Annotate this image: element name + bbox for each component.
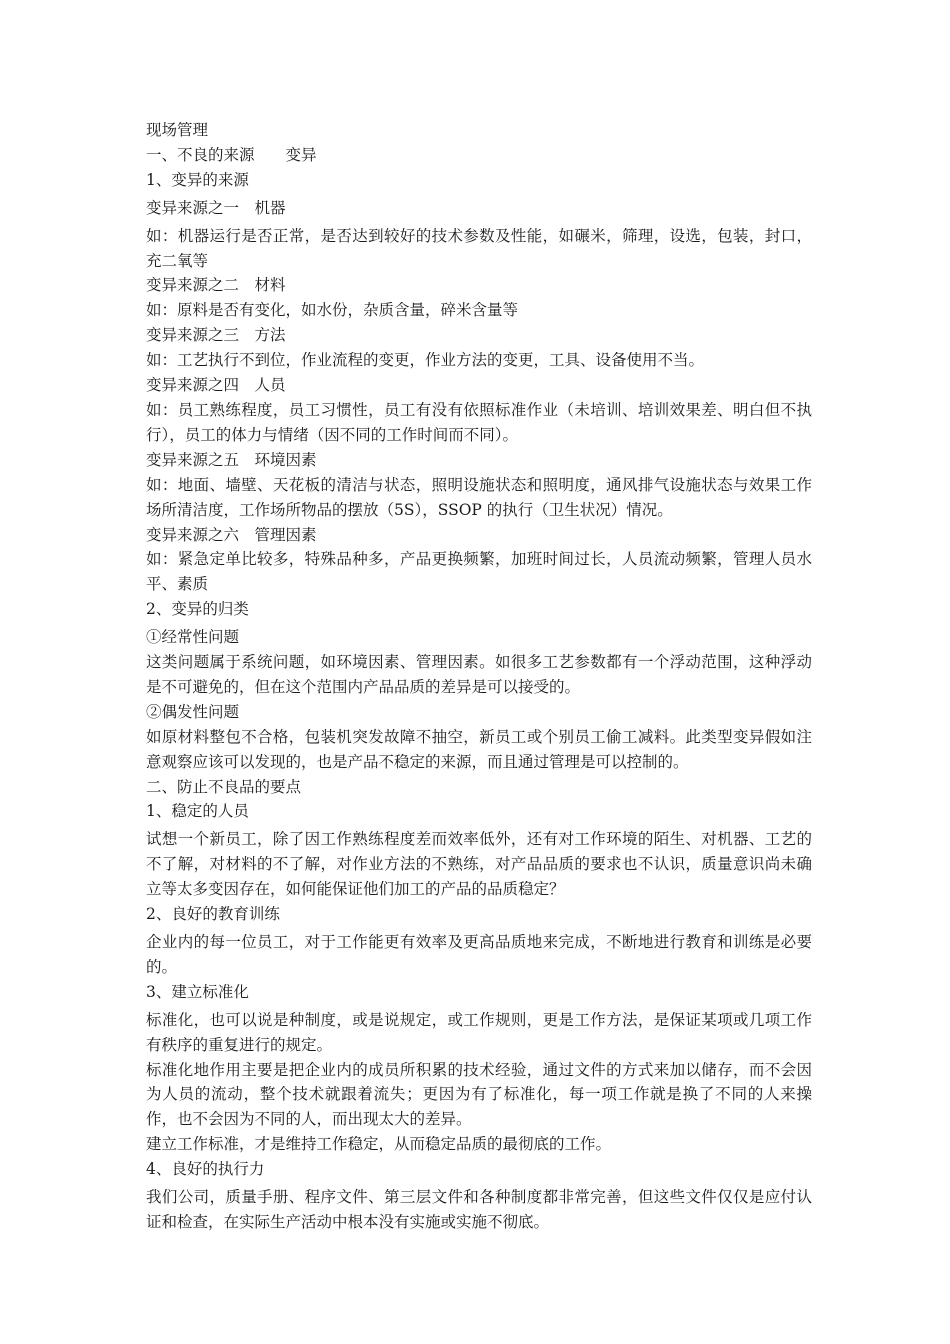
heading-2-1: 1、稳定的人员 (146, 802, 249, 821)
source-text-method: 如：工艺执行不到位，作业流程的变更，作业方法的变更，工具、设备使用不当。 (146, 351, 705, 370)
text-2-3-b: 标准化地作用主要是把企业内的成员所积累的技术经验，通过文件的方式来加以储存，而不会因为人员的流动，整个技术就跟着流失；更因为有了标准化，每一项工作就是换了不同的人来操作，也不会因为不同的人，而出现太大的差异。 (146, 1060, 812, 1129)
heading-1-1: 1、变异的来源 (146, 170, 249, 189)
heading-2: 二、防止不良品的要点 (146, 777, 302, 796)
source-heading-environment: 变异来源之五 环境因素 (146, 450, 317, 469)
source-text-environment: 如：地面、墙壁、天花板的清洁与状态，照明设施状态和照明度，通风排气设施状态与效果工作场所清洁度，工作场所物品的摆放（5S），SSOP 的执行（卫生状况）情况。 (146, 475, 812, 519)
source-heading-management: 变异来源之六 管理因素 (146, 525, 317, 544)
source-heading-personnel: 变异来源之四 人员 (146, 376, 286, 395)
heading-2-2: 2、良好的教育训练 (146, 905, 280, 924)
text-regular-problem: 这类问题属于系统问题，如环境因素、管理因素。如很多工艺参数都有一个浮动范围，这种浮动是不可避免的，但在这个范围内产品品质的差异是可以接受的。 (146, 653, 812, 696)
text-occasional-problem: 如原材料整包不合格，包装机突发故障不抽空，新员工或个别员工偷工减料。此类型变异假如注意观察应该可以发现的，也是产品不稳定的来源，而且通过管理是可以控制的。 (146, 727, 812, 771)
heading-1-2: 2、变异的归类 (146, 600, 249, 619)
document-page (146, 118, 812, 1235)
text-2-4: 我们公司，质量手册、程序文件、第三层文件和各种制度都非常完善，但这些文件仅仅是应付认证和检查，在实际生产活动中根本没有实施或实施不彻底。 (146, 1188, 812, 1231)
source-text-management: 如：紧急定单比较多，特殊品种多，产品更换频繁，加班时间过长，人员流动频繁，管理人员水平、素质 (146, 550, 812, 594)
source-heading-method: 变异来源之三 方法 (146, 326, 286, 345)
source-text-personnel: 如：员工熟练程度，员工习惯性，员工有没有依照标准作业（未培训、培训效果差、明白但不执行），员工的体力与情绪（因不同的工作时间而不同）。 (146, 400, 812, 444)
text-2-1: 试想一个新员工，除了因工作熟练程度差而效率低外，还有对工作环境的陌生、对机器、工艺的不了解，对材料的不了解，对作业方法的不熟练，对产品品质的要求也不认识，质量意识尚未确立等太多变因存在，如何能保证他们加工的产品的品质稳定？ (146, 830, 812, 899)
text-2-3-a: 标准化，也可以说是种制度，或是说规定，或工作规则，更是工作方法，是保证某项或几项工作有秩序的重复进行的规定。 (146, 1010, 812, 1054)
heading-2-3: 3、建立标准化 (146, 982, 249, 1001)
source-heading-material: 变异来源之二 材料 (146, 276, 286, 295)
heading-2-4: 4、良好的执行力 (146, 1160, 265, 1179)
source-text-machine: 如：机器运行是否正常，是否达到较好的技术参数及性能，如碾米，筛理，设选，包装，封口，充二氧等 (146, 226, 812, 270)
document-title: 现场管理 (146, 121, 209, 139)
text-2-3-c: 建立工作标准，才是维持工作稳定，从而稳定品质的最彻底的工作。 (146, 1135, 612, 1154)
subheading-regular-problem: ①经常性问题 (146, 628, 240, 647)
source-text-material: 如：原料是否有变化，如水份，杂质含量，碎米含量等 (146, 301, 519, 320)
text-2-2: 企业内的每一位员工，对于工作能更有效率及更高品质地来完成，不断地进行教育和训练是必要的。 (146, 933, 812, 976)
subheading-occasional-problem: ②偶发性问题 (146, 702, 240, 721)
source-heading-machine: 变异来源之一 机器 (146, 198, 286, 217)
heading-1: 一、不良的来源 变异 (146, 145, 317, 164)
